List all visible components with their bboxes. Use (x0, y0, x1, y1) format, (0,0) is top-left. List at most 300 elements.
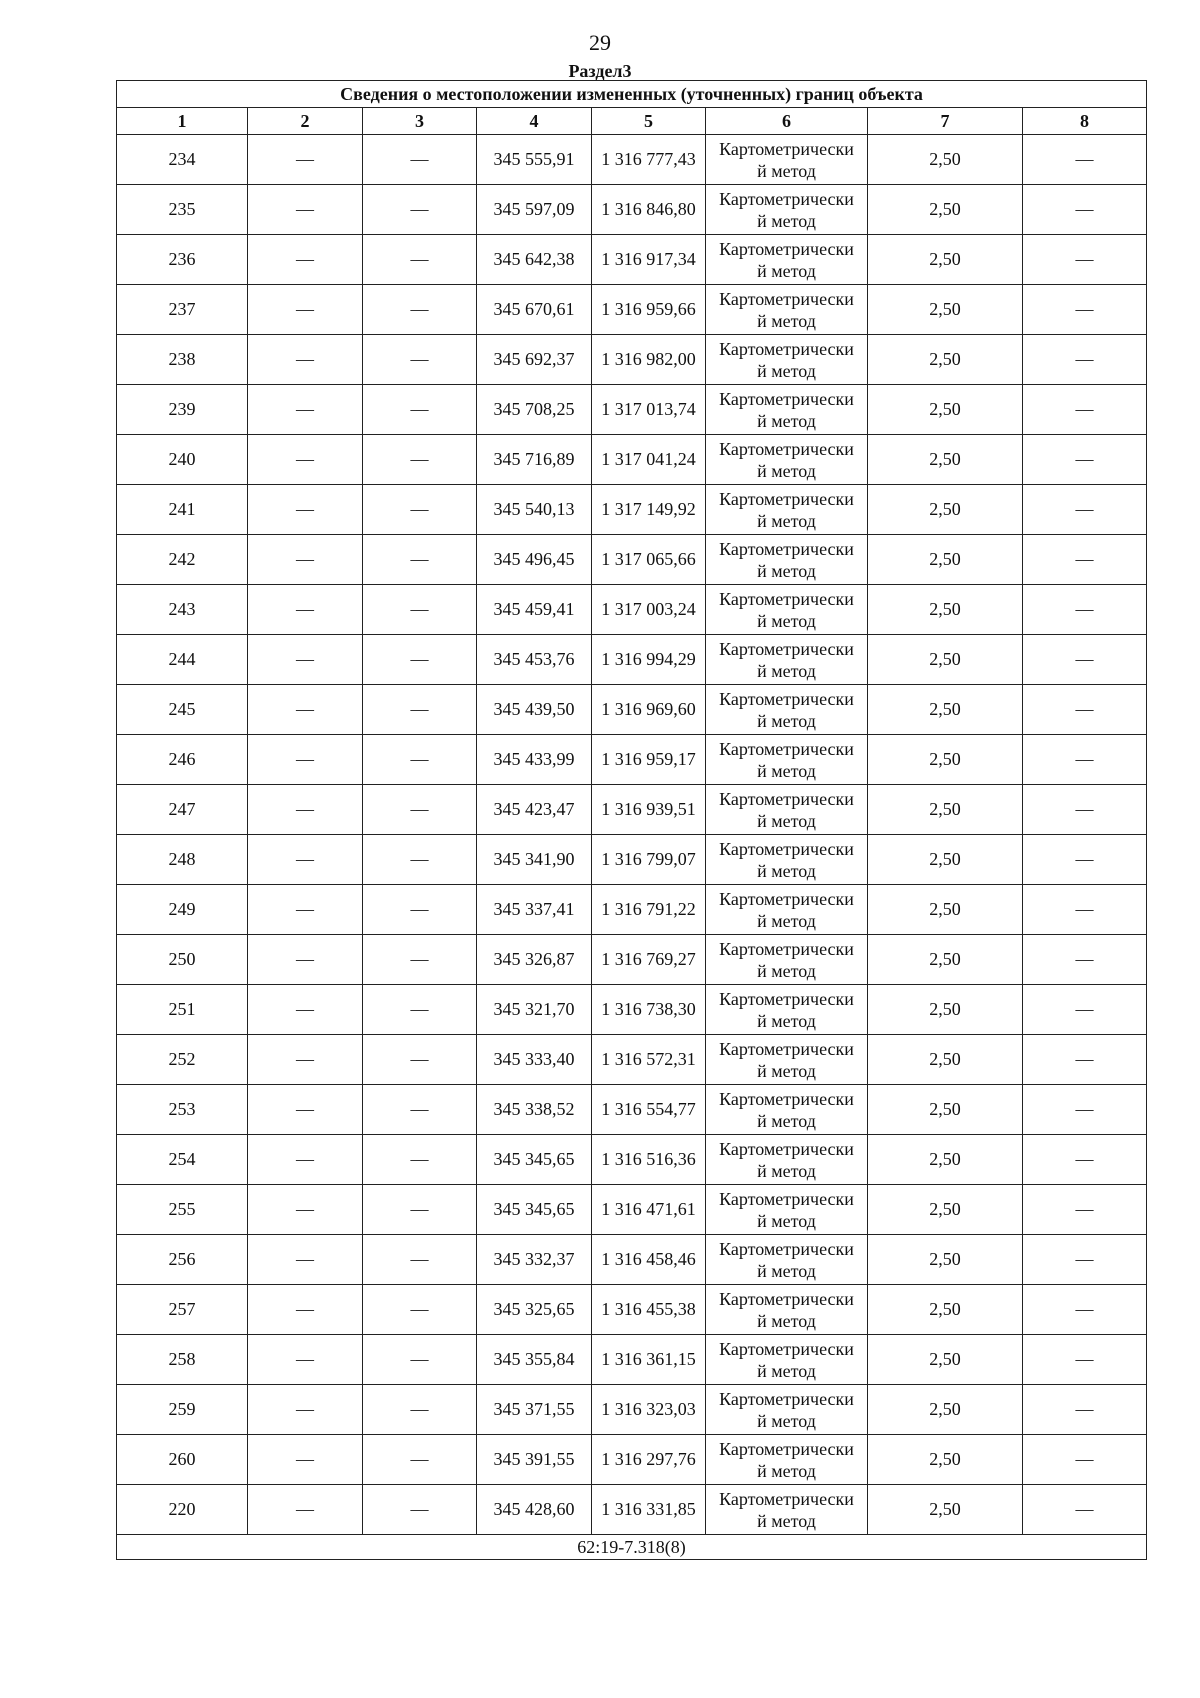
accuracy-cell: 2,50 (868, 935, 1023, 985)
coordinate-y-cell: 1 316 323,03 (592, 1385, 706, 1435)
method-line-1: Картометрически (719, 1488, 854, 1509)
table-row (117, 1385, 1147, 1435)
column-2-cell: — (248, 1385, 363, 1435)
table-row (117, 1135, 1147, 1185)
column-2-cell: — (248, 835, 363, 885)
column-3-cell: — (363, 685, 477, 735)
method-line-2: й метод (757, 1460, 816, 1481)
coordinate-y-cell: 1 317 003,24 (592, 585, 706, 635)
accuracy-cell: 2,50 (868, 685, 1023, 735)
accuracy-cell: 2,50 (868, 1035, 1023, 1085)
point-number-cell: 249 (117, 885, 248, 935)
coordinate-y-cell: 1 316 458,46 (592, 1235, 706, 1285)
accuracy-cell: 2,50 (868, 135, 1023, 185)
method-line-1: Картометрически (719, 138, 854, 159)
method-line-1: Картометрически (719, 388, 854, 409)
point-number-cell: 257 (117, 1285, 248, 1335)
table-row (117, 1235, 1147, 1285)
column-2-cell: — (248, 485, 363, 535)
method-line-1: Картометрически (719, 1388, 854, 1409)
column-header-3: 3 (363, 108, 477, 135)
method-line-1: Картометрически (719, 338, 854, 359)
column-2-cell: — (248, 685, 363, 735)
table-caption-row (117, 81, 1147, 108)
method-line-2: й метод (757, 1260, 816, 1281)
point-number-cell: 258 (117, 1335, 248, 1385)
table-row (117, 985, 1147, 1035)
column-8-cell: — (1023, 585, 1147, 635)
method-line-2: й метод (757, 1060, 816, 1081)
coordinate-x-cell: 345 540,13 (477, 485, 592, 535)
coordinate-x-cell: 345 496,45 (477, 535, 592, 585)
point-number-cell: 240 (117, 435, 248, 485)
method-line-1: Картометрически (719, 838, 854, 859)
point-number-cell: 234 (117, 135, 248, 185)
method-line-2: й метод (757, 1160, 816, 1181)
method-line-2: й метод (757, 360, 816, 381)
point-number-cell: 251 (117, 985, 248, 1035)
coordinate-x-cell: 345 391,55 (477, 1435, 592, 1485)
column-8-cell: — (1023, 235, 1147, 285)
method-line-2: й метод (757, 1010, 816, 1031)
method-cell (706, 935, 868, 985)
method-cell (706, 1135, 868, 1185)
column-3-cell: — (363, 535, 477, 585)
method-line-1: Картометрически (719, 438, 854, 459)
table-row (117, 135, 1147, 185)
column-8-cell: — (1023, 485, 1147, 535)
column-3-cell: — (363, 1435, 477, 1485)
column-3-cell: — (363, 1085, 477, 1135)
column-2-cell: — (248, 1085, 363, 1135)
coordinate-y-cell: 1 316 331,85 (592, 1485, 706, 1535)
accuracy-cell: 2,50 (868, 535, 1023, 585)
method-line-2: й метод (757, 1110, 816, 1131)
table-row (117, 1335, 1147, 1385)
coordinate-x-cell: 345 338,52 (477, 1085, 592, 1135)
accuracy-cell: 2,50 (868, 235, 1023, 285)
method-cell (706, 1085, 868, 1135)
column-3-cell: — (363, 385, 477, 435)
point-number-cell: 254 (117, 1135, 248, 1185)
coordinate-x-cell: 345 453,76 (477, 635, 592, 685)
column-header-5: 5 (592, 108, 706, 135)
coordinate-x-cell: 345 423,47 (477, 785, 592, 835)
table-row (117, 385, 1147, 435)
column-3-cell: — (363, 835, 477, 885)
coordinate-x-cell: 345 325,65 (477, 1285, 592, 1335)
column-2-cell: — (248, 1035, 363, 1085)
accuracy-cell: 2,50 (868, 1435, 1023, 1485)
column-3-cell: — (363, 1385, 477, 1435)
coordinate-x-cell: 345 345,65 (477, 1185, 592, 1235)
column-3-cell: — (363, 985, 477, 1035)
accuracy-cell: 2,50 (868, 1085, 1023, 1135)
method-cell (706, 485, 868, 535)
method-line-2: й метод (757, 1310, 816, 1331)
table-row (117, 835, 1147, 885)
coordinate-y-cell: 1 316 799,07 (592, 835, 706, 885)
point-number-cell: 237 (117, 285, 248, 335)
coordinate-y-cell: 1 316 471,61 (592, 1185, 706, 1235)
column-8-cell: — (1023, 885, 1147, 935)
column-2-cell: — (248, 785, 363, 835)
accuracy-cell: 2,50 (868, 885, 1023, 935)
coordinate-y-cell: 1 316 777,43 (592, 135, 706, 185)
coordinate-y-cell: 1 317 149,92 (592, 485, 706, 535)
coordinate-x-cell: 345 321,70 (477, 985, 592, 1035)
coordinate-x-cell: 345 555,91 (477, 135, 592, 185)
method-cell (706, 1335, 868, 1385)
column-2-cell: — (248, 1235, 363, 1285)
point-number-cell: 244 (117, 635, 248, 685)
column-header-7: 7 (868, 108, 1023, 135)
coordinate-y-cell: 1 317 013,74 (592, 385, 706, 435)
column-8-cell: — (1023, 435, 1147, 485)
accuracy-cell: 2,50 (868, 1335, 1023, 1385)
method-cell (706, 235, 868, 285)
method-line-1: Картометрически (719, 1288, 854, 1309)
method-line-1: Картометрически (719, 288, 854, 309)
table-row (117, 1035, 1147, 1085)
coordinate-y-cell: 1 316 297,76 (592, 1435, 706, 1485)
coordinate-x-cell: 345 433,99 (477, 735, 592, 785)
method-line-1: Картометрически (719, 488, 854, 509)
column-8-cell: — (1023, 835, 1147, 885)
table-row (117, 1185, 1147, 1235)
coordinates-table (116, 80, 1147, 1560)
method-line-1: Картометрически (719, 1188, 854, 1209)
column-8-cell: — (1023, 1185, 1147, 1235)
coordinate-y-cell: 1 316 846,80 (592, 185, 706, 235)
column-2-cell: — (248, 1285, 363, 1335)
column-8-cell: — (1023, 1085, 1147, 1135)
method-cell (706, 435, 868, 485)
method-cell (706, 1285, 868, 1335)
method-line-1: Картометрически (719, 188, 854, 209)
column-8-cell: — (1023, 1035, 1147, 1085)
method-cell (706, 885, 868, 935)
column-3-cell: — (363, 935, 477, 985)
column-3-cell: — (363, 1135, 477, 1185)
table-row (117, 485, 1147, 535)
method-cell (706, 685, 868, 735)
method-cell (706, 1185, 868, 1235)
point-number-cell: 252 (117, 1035, 248, 1085)
column-2-cell: — (248, 385, 363, 435)
column-2-cell: — (248, 1335, 363, 1385)
coordinate-x-cell: 345 333,40 (477, 1035, 592, 1085)
coordinate-y-cell: 1 316 455,38 (592, 1285, 706, 1335)
method-line-2: й метод (757, 560, 816, 581)
column-2-cell: — (248, 235, 363, 285)
method-line-1: Картометрически (719, 788, 854, 809)
method-cell (706, 1235, 868, 1285)
method-line-2: й метод (757, 1210, 816, 1231)
method-line-2: й метод (757, 260, 816, 281)
column-3-cell: — (363, 185, 477, 235)
column-3-cell: — (363, 285, 477, 335)
coordinate-y-cell: 1 316 969,60 (592, 685, 706, 735)
accuracy-cell: 2,50 (868, 835, 1023, 885)
column-8-cell: — (1023, 1135, 1147, 1185)
point-number-cell: 241 (117, 485, 248, 535)
accuracy-cell: 2,50 (868, 635, 1023, 685)
column-8-cell: — (1023, 1485, 1147, 1535)
column-3-cell: — (363, 635, 477, 685)
column-3-cell: — (363, 1335, 477, 1385)
table-row (117, 285, 1147, 335)
column-2-cell: — (248, 735, 363, 785)
table-row (117, 1485, 1147, 1535)
coordinate-y-cell: 1 317 041,24 (592, 435, 706, 485)
table-body (117, 135, 1147, 1535)
coordinate-x-cell: 345 428,60 (477, 1485, 592, 1535)
method-line-2: й метод (757, 860, 816, 881)
column-header-8: 8 (1023, 108, 1147, 135)
accuracy-cell: 2,50 (868, 285, 1023, 335)
column-8-cell: — (1023, 1285, 1147, 1335)
column-2-cell: — (248, 1485, 363, 1535)
coordinate-y-cell: 1 316 516,36 (592, 1135, 706, 1185)
coordinate-x-cell: 345 642,38 (477, 235, 592, 285)
column-2-cell: — (248, 635, 363, 685)
accuracy-cell: 2,50 (868, 335, 1023, 385)
coordinate-y-cell: 1 316 361,15 (592, 1335, 706, 1385)
method-line-1: Картометрически (719, 888, 854, 909)
column-8-cell: — (1023, 1385, 1147, 1435)
column-8-cell: — (1023, 685, 1147, 735)
point-number-cell: 245 (117, 685, 248, 735)
method-line-2: й метод (757, 510, 816, 531)
point-number-cell: 242 (117, 535, 248, 585)
column-3-cell: — (363, 1285, 477, 1335)
coordinate-y-cell: 1 316 769,27 (592, 935, 706, 985)
table-row (117, 935, 1147, 985)
point-number-cell: 243 (117, 585, 248, 635)
column-8-cell: — (1023, 1235, 1147, 1285)
coordinate-x-cell: 345 337,41 (477, 885, 592, 935)
table-row (117, 435, 1147, 485)
method-cell (706, 1485, 868, 1535)
method-line-1: Картометрически (719, 1238, 854, 1259)
method-line-1: Картометрически (719, 988, 854, 1009)
method-cell (706, 1385, 868, 1435)
column-3-cell: — (363, 585, 477, 635)
point-number-cell: 239 (117, 385, 248, 435)
accuracy-cell: 2,50 (868, 185, 1023, 235)
column-3-cell: — (363, 335, 477, 385)
method-line-1: Картометрически (719, 1038, 854, 1059)
method-line-1: Картометрически (719, 588, 854, 609)
accuracy-cell: 2,50 (868, 1485, 1023, 1535)
point-number-cell: 247 (117, 785, 248, 835)
column-3-cell: — (363, 135, 477, 185)
table-row (117, 235, 1147, 285)
method-cell (706, 985, 868, 1035)
method-line-1: Картометрически (719, 638, 854, 659)
point-number-cell: 238 (117, 335, 248, 385)
column-8-cell: — (1023, 385, 1147, 435)
column-2-cell: — (248, 985, 363, 1035)
column-3-cell: — (363, 485, 477, 535)
accuracy-cell: 2,50 (868, 1235, 1023, 1285)
method-line-2: й метод (757, 210, 816, 231)
coordinate-y-cell: 1 316 994,29 (592, 635, 706, 685)
table-row (117, 1085, 1147, 1135)
coordinate-x-cell: 345 345,65 (477, 1135, 592, 1185)
method-cell (706, 785, 868, 835)
table-footer-row (117, 1535, 1147, 1560)
column-2-cell: — (248, 885, 363, 935)
method-cell (706, 635, 868, 685)
column-8-cell: — (1023, 785, 1147, 835)
method-line-2: й метод (757, 1510, 816, 1531)
point-number-cell: 248 (117, 835, 248, 885)
table-row (117, 185, 1147, 235)
column-3-cell: — (363, 1485, 477, 1535)
coordinate-x-cell: 345 692,37 (477, 335, 592, 385)
table-row (117, 1285, 1147, 1335)
method-line-1: Картометрически (719, 1438, 854, 1459)
column-8-cell: — (1023, 735, 1147, 785)
method-line-2: й метод (757, 160, 816, 181)
column-2-cell: — (248, 335, 363, 385)
method-line-2: й метод (757, 310, 816, 331)
accuracy-cell: 2,50 (868, 1135, 1023, 1185)
method-cell (706, 1435, 868, 1485)
section-title: Раздел3 (568, 61, 632, 81)
page-number: 29 (589, 30, 611, 55)
column-3-cell: — (363, 1185, 477, 1235)
accuracy-cell: 2,50 (868, 585, 1023, 635)
column-3-cell: — (363, 1035, 477, 1085)
coordinate-x-cell: 345 597,09 (477, 185, 592, 235)
method-line-1: Картометрически (719, 688, 854, 709)
method-line-1: Картометрически (719, 238, 854, 259)
column-2-cell: — (248, 1185, 363, 1235)
method-line-2: й метод (757, 960, 816, 981)
method-cell (706, 535, 868, 585)
method-line-2: й метод (757, 1410, 816, 1431)
accuracy-cell: 2,50 (868, 1385, 1023, 1435)
column-3-cell: — (363, 785, 477, 835)
method-line-1: Картометрически (719, 1338, 854, 1359)
table-row (117, 585, 1147, 635)
table-row (117, 885, 1147, 935)
point-number-cell: 235 (117, 185, 248, 235)
column-2-cell: — (248, 1435, 363, 1485)
point-number-cell: 255 (117, 1185, 248, 1235)
coordinate-x-cell: 345 670,61 (477, 285, 592, 335)
column-2-cell: — (248, 135, 363, 185)
coordinate-y-cell: 1 316 738,30 (592, 985, 706, 1035)
column-header-6: 6 (706, 108, 868, 135)
method-line-1: Картометрически (719, 1138, 854, 1159)
column-8-cell: — (1023, 1335, 1147, 1385)
accuracy-cell: 2,50 (868, 485, 1023, 535)
cadastral-number: 62:19-7.318(8) (117, 1535, 1147, 1560)
column-2-cell: — (248, 285, 363, 335)
method-cell (706, 585, 868, 635)
coordinate-y-cell: 1 316 982,00 (592, 335, 706, 385)
column-3-cell: — (363, 1235, 477, 1285)
table-row (117, 735, 1147, 785)
accuracy-cell: 2,50 (868, 735, 1023, 785)
column-8-cell: — (1023, 935, 1147, 985)
point-number-cell: 256 (117, 1235, 248, 1285)
coordinate-x-cell: 345 371,55 (477, 1385, 592, 1435)
table-row (117, 1435, 1147, 1485)
method-cell (706, 835, 868, 885)
method-cell (706, 385, 868, 435)
coordinate-x-cell: 345 326,87 (477, 935, 592, 985)
method-line-2: й метод (757, 710, 816, 731)
method-line-2: й метод (757, 610, 816, 631)
column-2-cell: — (248, 535, 363, 585)
column-header-4: 4 (477, 108, 592, 135)
column-2-cell: — (248, 435, 363, 485)
method-line-1: Картометрически (719, 938, 854, 959)
table-row (117, 685, 1147, 735)
coordinate-y-cell: 1 316 917,34 (592, 235, 706, 285)
column-8-cell: — (1023, 535, 1147, 585)
method-cell (706, 335, 868, 385)
coordinate-y-cell: 1 316 959,66 (592, 285, 706, 335)
method-line-1: Картометрически (719, 738, 854, 759)
method-cell (706, 1035, 868, 1085)
column-header-1: 1 (117, 108, 248, 135)
method-line-2: й метод (757, 410, 816, 431)
point-number-cell: 260 (117, 1435, 248, 1485)
point-number-cell: 220 (117, 1485, 248, 1535)
column-8-cell: — (1023, 335, 1147, 385)
table-header-row (117, 108, 1147, 135)
table-row (117, 785, 1147, 835)
coordinate-x-cell: 345 332,37 (477, 1235, 592, 1285)
column-3-cell: — (363, 735, 477, 785)
coordinate-y-cell: 1 316 572,31 (592, 1035, 706, 1085)
point-number-cell: 259 (117, 1385, 248, 1435)
accuracy-cell: 2,50 (868, 435, 1023, 485)
method-cell (706, 735, 868, 785)
table-row (117, 535, 1147, 585)
accuracy-cell: 2,50 (868, 985, 1023, 1035)
column-8-cell: — (1023, 285, 1147, 335)
method-cell (706, 185, 868, 235)
coordinate-x-cell: 345 341,90 (477, 835, 592, 885)
column-8-cell: — (1023, 635, 1147, 685)
coordinate-y-cell: 1 316 791,22 (592, 885, 706, 935)
column-2-cell: — (248, 1135, 363, 1185)
column-8-cell: — (1023, 1435, 1147, 1485)
table-row (117, 635, 1147, 685)
coordinate-x-cell: 345 708,25 (477, 385, 592, 435)
column-8-cell: — (1023, 135, 1147, 185)
point-number-cell: 246 (117, 735, 248, 785)
column-2-cell: — (248, 585, 363, 635)
accuracy-cell: 2,50 (868, 1285, 1023, 1335)
accuracy-cell: 2,50 (868, 1185, 1023, 1235)
point-number-cell: 236 (117, 235, 248, 285)
method-line-1: Картометрически (719, 1088, 854, 1109)
coordinate-x-cell: 345 355,84 (477, 1335, 592, 1385)
coordinate-x-cell: 345 439,50 (477, 685, 592, 735)
column-3-cell: — (363, 885, 477, 935)
coordinate-y-cell: 1 316 939,51 (592, 785, 706, 835)
column-3-cell: — (363, 435, 477, 485)
column-8-cell: — (1023, 185, 1147, 235)
